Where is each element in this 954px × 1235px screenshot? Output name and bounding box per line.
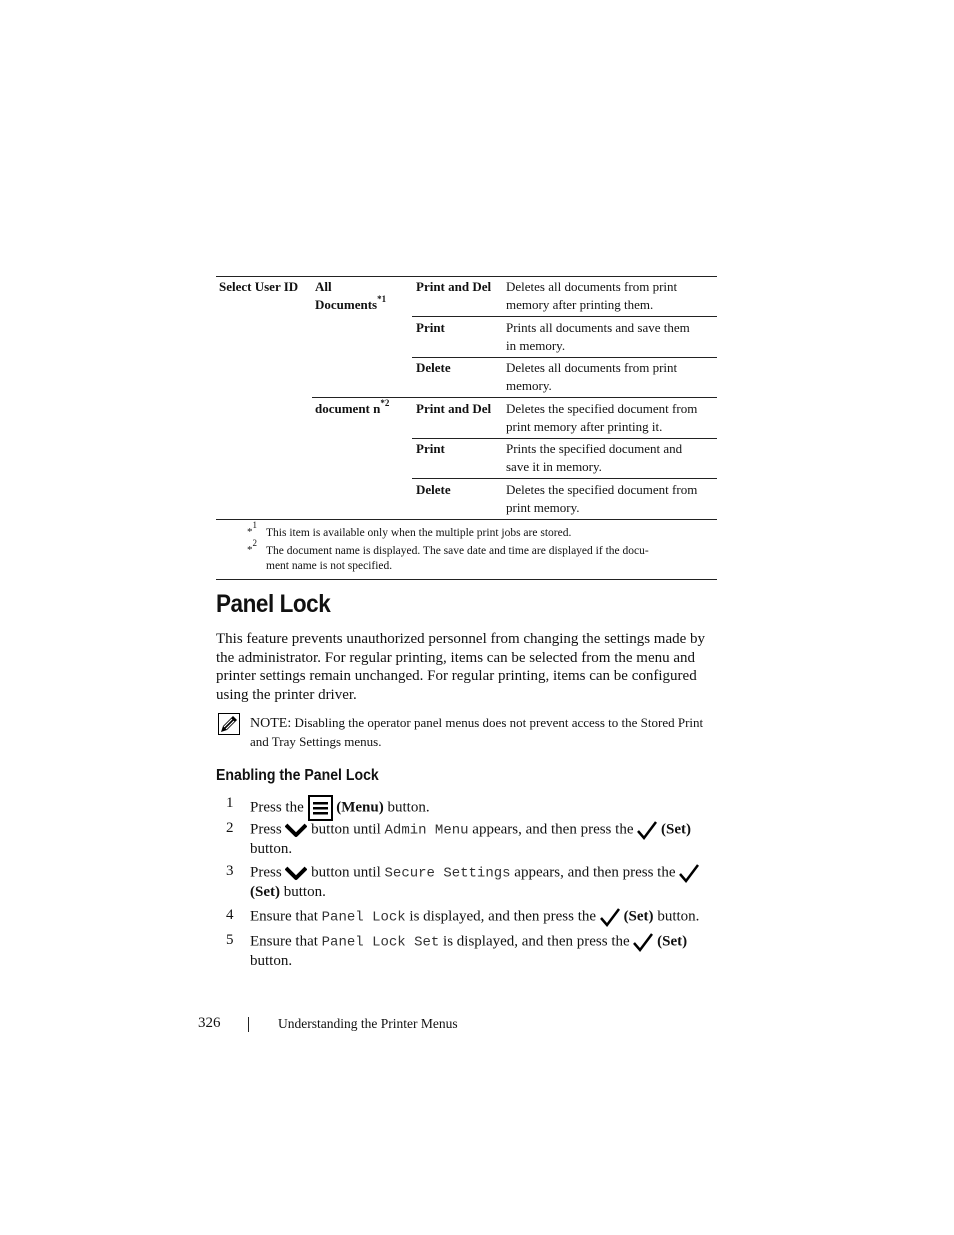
group-label-all-documents: Documents$^{*1}$ [315,293,387,312]
note-pencil-icon [218,713,240,735]
group-divider [312,397,717,398]
step-number: 5 [226,932,234,948]
step-4: Ensure that Panel Lock is displayed, and then press the (Set) button. [250,908,700,926]
page-number: 326 [198,1015,221,1031]
action-description: Prints the specified document and save it in memory. [506,441,683,474]
action-print-and-del: Print and Del [416,401,492,416]
menu-icon [308,795,333,821]
action-delete: Delete [416,482,451,497]
group-label-document-n: document $n^{*2}$ [315,397,390,416]
table-bottom-rule [216,579,717,580]
row-divider [412,357,717,358]
footnote-ref: *1 [377,293,387,304]
footnote-mark: *$^1$ [247,520,257,538]
action-description: Deletes the specified document from print memory. [506,482,698,515]
footnote-2: The document name is displayed. The save date and time are displayed if the docu- ment name is not specified. [266,545,649,572]
step-number: 2 [226,820,234,836]
table-body-bottom-rule [216,519,717,520]
action-description: Prints all documents and save them in memory. [506,320,690,353]
step-2: Press button until Admin Menu appears, and then press the (Set) button. [250,821,691,858]
step-number: 3 [226,863,234,879]
action-description: Deletes all documents from print memory after printing them. [506,279,678,312]
step-number: 1 [226,795,234,811]
footnote-ref: *2 [380,397,390,408]
action-print: Print [416,320,445,335]
footnote-mark: *$^2$ [247,538,257,556]
chapter-title: Understanding the Printer Menus [278,1016,458,1031]
footer-divider [248,1017,249,1032]
action-print-and-del: Print and Del [416,279,492,294]
step-number: 4 [226,907,234,923]
step-1: Press the (Menu) button. [250,795,720,821]
step-3: Press button until Secure Settings appears, and then press the (Set) button. [250,863,720,902]
down-arrow-icon [285,822,307,838]
checkmark-set-icon [633,932,653,952]
procedure-title: Enabling the Panel Lock [216,767,379,784]
step-5: Ensure that Panel Lock Set is displayed, and then press the (Set) button. [250,933,688,970]
table-top-rule [216,276,717,277]
intro-paragraph: This feature prevents unauthorized personnel from changing the settings made by the administrator. For regular printing, items can be selected from the menu and printer settings remain unchanged. For regular printing, items can be configured using the printer driver. [216,631,706,704]
row-divider [412,478,717,479]
note-text: NOTE: Disabling the operator panel menus does not prevent access to the Stored Print and Tray Settings menus. [250,715,704,749]
checkmark-set-icon [679,863,699,883]
row-divider [412,438,717,439]
action-description: Deletes all documents from print memory. [506,360,678,393]
column-header-select-user-id: Select User ID [219,279,299,294]
action-description: Deletes the specified document from print memory after printing it. [506,401,698,434]
checkmark-set-icon [600,907,620,927]
checkmark-set-icon [637,820,657,840]
section-title: Panel Lock [216,590,331,618]
action-print: Print [416,441,445,456]
action-delete: Delete [416,360,451,375]
settings-table [216,276,717,580]
down-arrow-icon [285,865,307,881]
footnote-1: This item is available only when the multiple print jobs are stored. [266,527,572,539]
row-divider [412,316,717,317]
group-label-all: All [315,279,332,294]
